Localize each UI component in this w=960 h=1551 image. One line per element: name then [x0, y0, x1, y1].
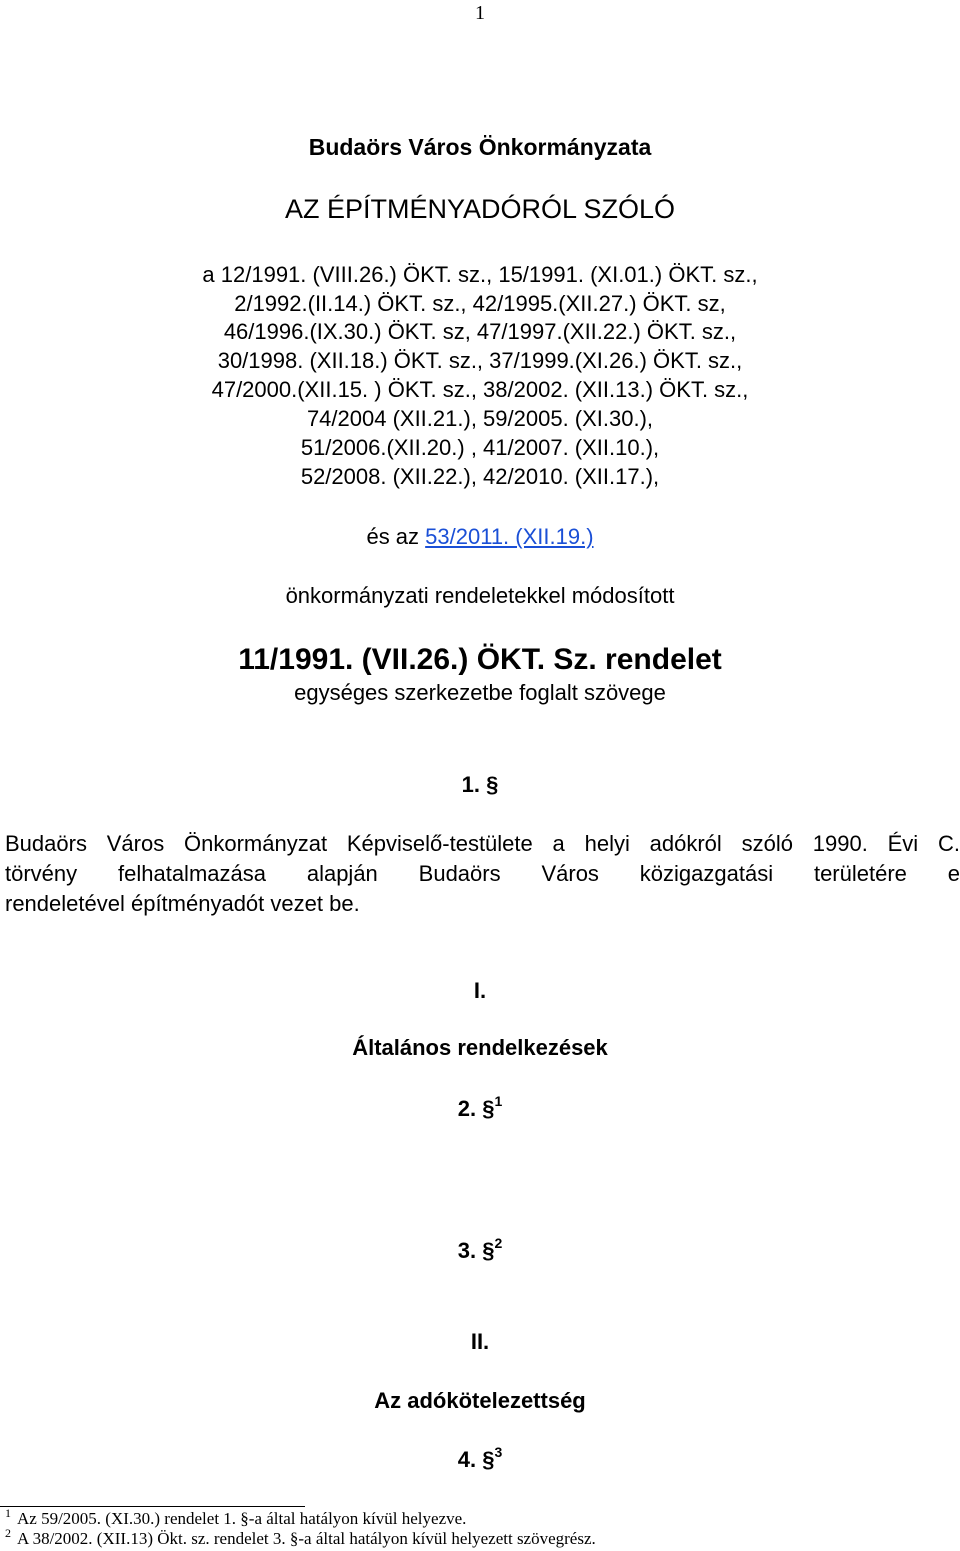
footnote-ref-1[interactable]: 1	[494, 1092, 503, 1109]
amendment-link-53-2011[interactable]: 53/2011. (XII.19.)	[425, 524, 594, 549]
section-3-label: 3. §$^2$	[457, 1234, 503, 1263]
section-1-label: 1. §	[461, 772, 499, 797]
authority-name: Budaörs Város Önkormányzata	[308, 134, 652, 160]
document-title: AZ ÉPÍTMÉNYADÓRÓL SZÓLÓ	[284, 194, 676, 224]
chapter-2-numeral: II.	[470, 1329, 490, 1354]
amendment-line-last	[0, 524, 960, 550]
section-2-label: 2. §$^1$	[457, 1092, 503, 1121]
footnote-2: $^2$ A 38/2002. (XII.13) Ökt. sz. rendelet 3. §-a által hatályon kívül helyezett szövegrész.	[5, 1526, 596, 1548]
amendment-line: 30/1998. (XII.18.) ÖKT. sz., 37/1999.(XI.26.) ÖKT. sz.,	[217, 348, 743, 373]
page-number: 1	[475, 2, 485, 24]
amendment-line: 2/1992.(II.14.) ÖKT. sz., 42/1995.(XII.27.) ÖKT. sz,	[234, 291, 726, 316]
footnote-ref-2[interactable]: 2	[494, 1234, 503, 1251]
footnote-ref-3[interactable]: 3	[494, 1443, 503, 1460]
footnote-1: $^1$ Az 59/2005. (XI.30.) rendelet 1. §-a által hatályon kívül helyezve.	[5, 1506, 467, 1528]
amendment-line: 47/2000.(XII.15. ) ÖKT. sz., 38/2002. (XII.13.) ÖKT. sz.,	[211, 377, 749, 402]
modified-by-text: önkormányzati rendeletekkel módosított	[285, 583, 675, 608]
footnote-divider	[0, 1506, 305, 1507]
amendment-line: 46/1996.(IX.30.) ÖKT. sz, 47/1997.(XII.22.) ÖKT. sz.,	[223, 319, 737, 344]
chapter-2-title: Az adókötelezettség	[374, 1388, 586, 1413]
chapter-1-numeral: I.	[473, 978, 487, 1003]
chapter-1-title: Általános rendelkezések	[352, 1035, 608, 1060]
decree-subtitle: egységes szerkezetbe foglalt szövege	[294, 680, 666, 705]
amendment-line: 52/2008. (XII.22.), 42/2010. (XII.17.),	[300, 464, 660, 489]
decree-number: 11/1991. (VII.26.) ÖKT. Sz. rendelet	[238, 643, 722, 676]
amendment-prefix: és az	[366, 524, 426, 549]
section-1-text: Budaörs Város Önkormányzat Képviselő-testülete a helyi adókról szóló 1990. Évi C. törvény felhatalmazása alapján Budaörs Város közigazgatási területére e rendeletével építményadót vezet be.	[5, 831, 960, 916]
amendment-line: a 12/1991. (VIII.26.) ÖKT. sz., 15/1991. (XI.01.) ÖKT. sz.,	[202, 262, 758, 287]
amendment-line: 74/2004 (XII.21.), 59/2005. (XI.30.),	[306, 406, 654, 431]
amendment-line: 51/2006.(XII.20.) , 41/2007. (XII.10.),	[300, 435, 660, 460]
section-4-label: 4. §$^3$	[457, 1443, 503, 1472]
